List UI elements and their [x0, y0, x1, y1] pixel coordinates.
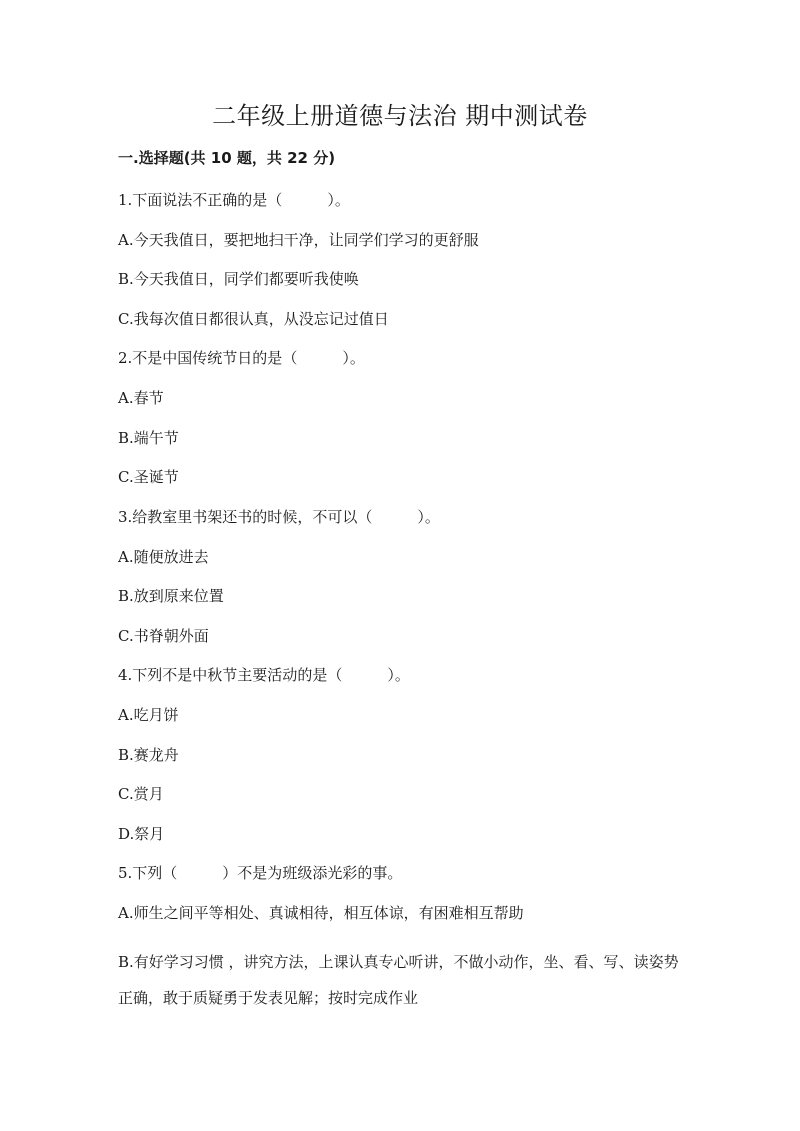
- question-option: B.放到原来位置: [118, 587, 224, 605]
- question-option: D.祭月: [118, 825, 165, 843]
- question-stem: 5.下列（ ）不是为班级添光彩的事。: [118, 864, 403, 882]
- section-heading: 一.选择题(共 10 题，共 22 分): [118, 149, 336, 167]
- question-stem: 3.给教室里书架还书的时候，不可以（ ）。: [118, 508, 440, 526]
- question-option: C.圣诞节: [118, 468, 179, 486]
- question-option: B.端午节: [118, 429, 179, 447]
- question-option: C.我每次值日都很认真，从没忘记过值日: [118, 310, 389, 328]
- question-stem: 2.不是中国传统节日的是（ ）。: [118, 349, 365, 367]
- question-option: A.师生之间平等相处、真诚相待，相互体谅，有困难相互帮助: [118, 904, 524, 922]
- question-stem: 1.下面说法不正确的是（ ）。: [118, 191, 350, 209]
- page-title: 二年级上册道德与法治 期中测试卷: [212, 102, 588, 130]
- question-option: A.吃月饼: [118, 706, 179, 724]
- question-option: A.随便放进去: [118, 548, 209, 566]
- question-option: A.春节: [118, 389, 164, 407]
- question-option: C.书脊朝外面: [118, 627, 209, 645]
- question-option: A.今天我值日，要把地扫干净，让同学们学习的更舒服: [118, 231, 479, 249]
- question-option: B.赛龙舟: [118, 746, 179, 764]
- question-stem: 4.下列不是中秋节主要活动的是（ ）。: [118, 666, 410, 684]
- question-option: B.有好学习习惯 ，讲究方法，上课认真专心听讲，不做小动作，坐、看、写、读姿势正确，敢于质疑勇于发表见解；按时完成作业: [118, 953, 679, 1007]
- question-option: B.今天我值日，同学们都要听我使唤: [118, 270, 359, 288]
- question-option: C.赏月: [118, 785, 164, 803]
